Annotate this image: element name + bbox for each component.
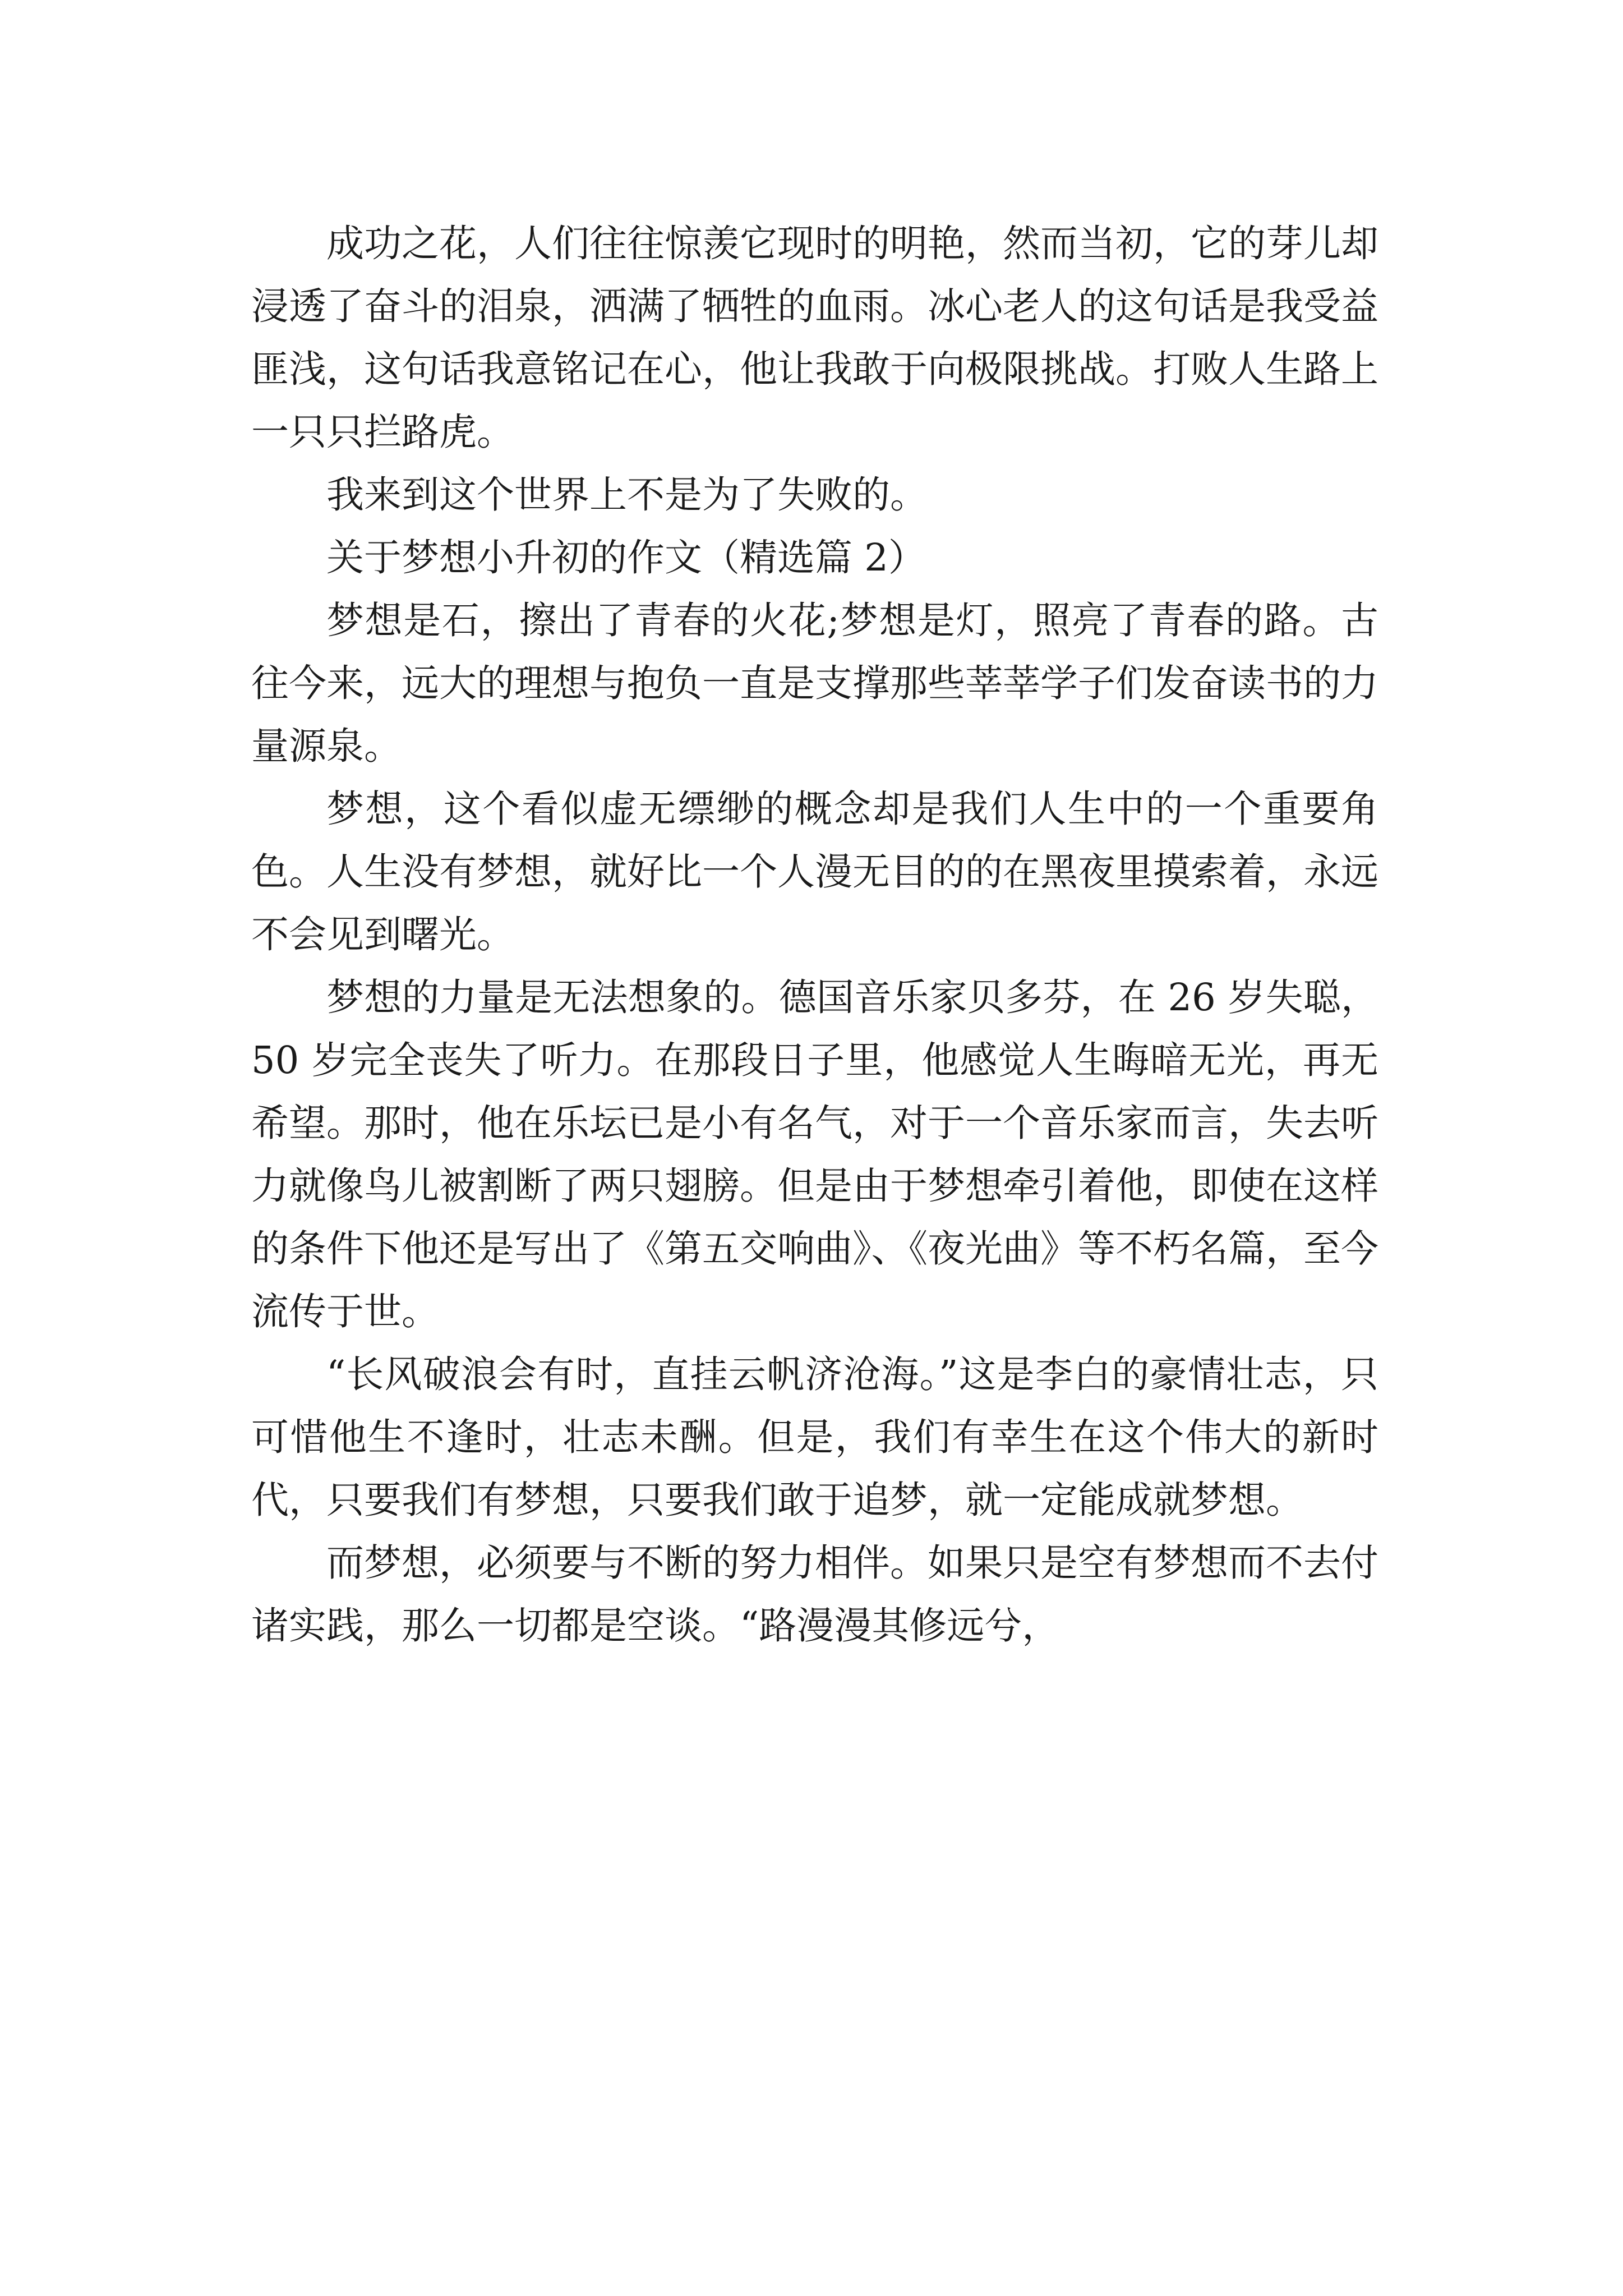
section-heading: 关于梦想小升初的作文（精选篇 2） — [326, 536, 926, 579]
document-body — [251, 212, 1378, 1657]
paragraph-3: 梦想是石，擦出了青春的火花;梦想是灯，照亮了青春的路。古往今来，远大的理想与抱负一直是支撑那些莘莘学子们发奋读书的力量源泉。 — [251, 599, 1378, 768]
paragraph-5: 梦想的力量是无法想象的。德国音乐家贝多芬，在 26 岁失聪，50 岁完全丧失了听力。在那段日子里，他感觉人生晦暗无光，再无希望。那时，他在乐坛已是小有名气，对于一个音乐家而言，失去听力就像鸟儿被割断了两只翅膀。但是由于梦想牵引着他，即使在这样的条件下他还是写出了《第五交响曲》、《夜光曲》等不朽名篇，至今流传于世。 — [251, 976, 1378, 1333]
paragraph-4: 梦想，这个看似虚无缥缈的概念却是我们人生中的一个重要角色。人生没有梦想，就好比一个人漫无目的的在黑夜里摸索着，永远不会见到曙光。 — [251, 787, 1378, 956]
paragraph-7: 而梦想，必须要与不断的努力相伴。如果只是空有梦想而不去付诸实践，那么一切都是空谈。“路漫漫其修远兮， — [251, 1541, 1378, 1648]
paragraph-1: 成功之花，人们往往惊羡它现时的明艳，然而当初，它的芽儿却浸透了奋斗的泪泉，洒满了牺牲的血雨。冰心老人的这句话是我受益匪浅，这句话我意铭记在心，他让我敢于向极限挑战。打败人生路上一只只拦路虎。 — [251, 222, 1378, 454]
paragraph-2: 我来到这个世界上不是为了失败的。 — [326, 473, 928, 517]
paragraph-6: “长风破浪会有时，直挂云帆济沧海。”这是李白的豪情壮志，只可惜他生不逢时，壮志未酬。但是，我们有幸生在这个伟大的新时代，只要我们有梦想，只要我们敢于追梦，就一定能成就梦想。 — [251, 1352, 1378, 1522]
